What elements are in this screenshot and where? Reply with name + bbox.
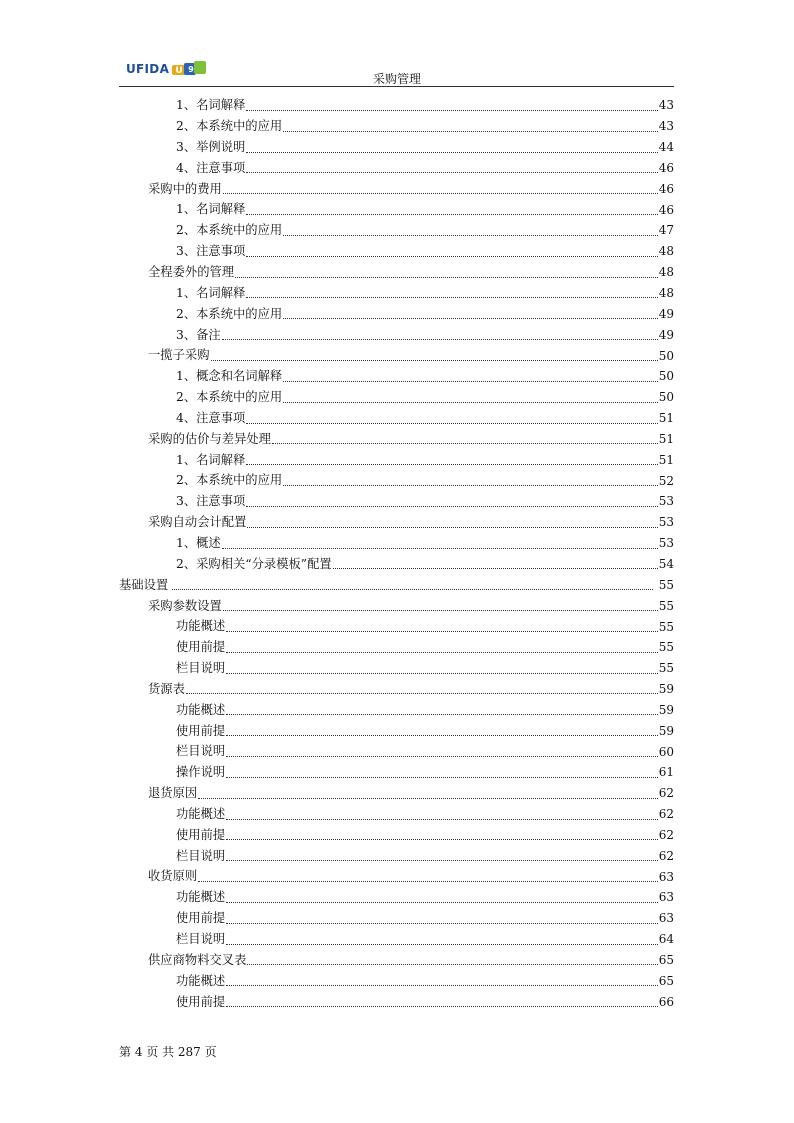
toc-entry-title: 栏目说明 bbox=[176, 848, 226, 863]
toc-page-number: 62 bbox=[658, 807, 674, 822]
toc-entry-title: 4、注意事项 bbox=[176, 410, 246, 425]
toc-page-number: 55 bbox=[658, 640, 674, 655]
document-header-title: 采购管理 bbox=[372, 72, 421, 86]
toc-subsection-entry[interactable] bbox=[119, 116, 674, 137]
toc-subsection-entry[interactable] bbox=[119, 637, 674, 658]
toc-entry-title: 采购参数设置 bbox=[148, 598, 222, 613]
toc-dot-leader bbox=[222, 339, 658, 340]
toc-section-entry[interactable] bbox=[119, 178, 674, 199]
toc-entry-title: 一揽子采购 bbox=[148, 348, 210, 363]
toc-dot-leader bbox=[246, 110, 657, 111]
toc-page-number: 49 bbox=[658, 306, 674, 321]
toc-subsection-entry[interactable] bbox=[119, 908, 674, 929]
toc-entry-title: 功能概述 bbox=[176, 806, 226, 821]
toc-entry-title: 使用前提 bbox=[176, 827, 226, 842]
toc-page-number: 43 bbox=[658, 119, 674, 134]
toc-dot-leader bbox=[222, 548, 658, 549]
toc-page-number: 59 bbox=[658, 723, 674, 738]
toc-subsection-entry[interactable] bbox=[119, 762, 674, 783]
toc-section-entry[interactable] bbox=[119, 262, 674, 283]
toc-page-number: 53 bbox=[658, 536, 674, 551]
toc-subsection-entry[interactable] bbox=[119, 616, 674, 637]
toc-subsection-entry[interactable] bbox=[119, 699, 674, 720]
toc-dot-leader bbox=[226, 819, 658, 820]
toc-dot-leader bbox=[211, 360, 658, 361]
toc-subsection-entry[interactable] bbox=[119, 658, 674, 679]
toc-entry-title: 退货原因 bbox=[148, 786, 198, 801]
toc-entry-title: 功能概述 bbox=[176, 619, 226, 634]
toc-entry-title: 3、举例说明 bbox=[176, 139, 246, 154]
toc-section-entry[interactable] bbox=[119, 345, 674, 366]
toc-page-number: 55 bbox=[658, 598, 674, 613]
toc-dot-leader bbox=[283, 381, 658, 382]
toc-entry-title: 操作说明 bbox=[176, 765, 226, 780]
toc-section-entry[interactable] bbox=[119, 512, 674, 533]
toc-dot-leader bbox=[246, 423, 657, 424]
toc-subsection-entry[interactable] bbox=[119, 408, 674, 429]
toc-page-number: 60 bbox=[658, 744, 674, 759]
toc-dot-leader bbox=[226, 756, 658, 757]
toc-page-number: 51 bbox=[658, 431, 674, 446]
toc-dot-leader bbox=[226, 985, 658, 986]
toc-dot-leader bbox=[246, 464, 657, 465]
toc-subsection-entry[interactable] bbox=[119, 991, 674, 1012]
toc-dot-leader bbox=[283, 235, 658, 236]
toc-page-number: 44 bbox=[658, 140, 674, 155]
toc-subsection-entry[interactable] bbox=[119, 241, 674, 262]
toc-subsection-entry[interactable] bbox=[119, 741, 674, 762]
toc-subsection-entry[interactable] bbox=[119, 804, 674, 825]
toc-entry-title: 2、本系统中的应用 bbox=[176, 473, 283, 488]
toc-dot-leader bbox=[246, 506, 657, 507]
toc-entry-title: 功能概述 bbox=[176, 973, 226, 988]
table-of-contents bbox=[119, 95, 674, 1012]
toc-subsection-entry[interactable] bbox=[119, 470, 674, 491]
toc-entry-title: 4、注意事项 bbox=[176, 160, 246, 175]
toc-dot-leader bbox=[226, 902, 658, 903]
toc-entry-title: 采购中的费用 bbox=[148, 181, 222, 196]
toc-dot-leader bbox=[246, 152, 657, 153]
toc-subsection-entry[interactable] bbox=[119, 449, 674, 470]
toc-dot-leader bbox=[246, 297, 657, 298]
toc-entry-title: 基础设置 bbox=[119, 577, 169, 592]
toc-subsection-entry[interactable] bbox=[119, 303, 674, 324]
toc-page-number: 52 bbox=[658, 473, 674, 488]
toc-dot-leader bbox=[223, 610, 658, 611]
toc-entry-title: 3、注意事项 bbox=[176, 494, 246, 509]
toc-page-number: 49 bbox=[658, 327, 674, 342]
toc-dot-leader bbox=[226, 944, 658, 945]
toc-dot-leader bbox=[235, 277, 658, 278]
toc-dot-leader bbox=[283, 318, 658, 319]
toc-dot-leader bbox=[226, 839, 658, 840]
toc-subsection-entry[interactable] bbox=[119, 158, 674, 179]
toc-entry-title: 1、概念和名词解释 bbox=[176, 369, 283, 384]
toc-entry-title: 全程委外的管理 bbox=[148, 265, 235, 280]
page-footer: 第 4 页 共 287 页 bbox=[119, 1045, 217, 1059]
toc-subsection-entry[interactable] bbox=[119, 970, 674, 991]
toc-entry-title: 使用前提 bbox=[176, 911, 226, 926]
toc-section-entry[interactable] bbox=[119, 783, 674, 804]
toc-page-number: 63 bbox=[658, 890, 674, 905]
toc-entry-title: 1、概述 bbox=[176, 535, 221, 550]
toc-page-number: 55 bbox=[658, 619, 674, 634]
toc-subsection-entry[interactable] bbox=[119, 220, 674, 241]
toc-dot-leader bbox=[247, 527, 657, 528]
toc-page-number: 63 bbox=[658, 869, 674, 884]
toc-page-number: 55 bbox=[658, 661, 674, 676]
toc-dot-leader bbox=[226, 652, 658, 653]
toc-dot-leader bbox=[198, 881, 658, 882]
toc-entry-title: 栏目说明 bbox=[176, 744, 226, 759]
toc-subsection-entry[interactable] bbox=[119, 324, 674, 345]
toc-dot-leader bbox=[172, 589, 653, 590]
toc-page-number: 53 bbox=[658, 494, 674, 509]
toc-page-number: 62 bbox=[658, 848, 674, 863]
toc-subsection-entry[interactable] bbox=[119, 366, 674, 387]
toc-section-entry[interactable] bbox=[119, 595, 674, 616]
toc-subsection-entry[interactable] bbox=[119, 137, 674, 158]
toc-dot-leader bbox=[226, 860, 658, 861]
toc-entry-title: 1、名词解释 bbox=[176, 452, 246, 467]
toc-entry-title: 收货原则 bbox=[148, 869, 198, 884]
toc-page-number: 62 bbox=[658, 786, 674, 801]
toc-page-number: 61 bbox=[658, 765, 674, 780]
toc-entry-title: 2、本系统中的应用 bbox=[176, 390, 283, 405]
toc-page-number: 46 bbox=[658, 181, 674, 196]
toc-entry-title: 2、本系统中的应用 bbox=[176, 306, 283, 321]
toc-page-number: 62 bbox=[658, 827, 674, 842]
toc-dot-leader bbox=[226, 735, 658, 736]
toc-chapter-entry[interactable] bbox=[119, 574, 674, 595]
toc-dot-leader bbox=[272, 443, 658, 444]
toc-subsection-entry[interactable] bbox=[119, 283, 674, 304]
toc-entry-title: 3、注意事项 bbox=[176, 244, 246, 259]
svg-text:U: U bbox=[175, 66, 183, 76]
toc-section-entry[interactable] bbox=[119, 679, 674, 700]
toc-subsection-entry[interactable] bbox=[119, 929, 674, 950]
toc-dot-leader bbox=[226, 1006, 658, 1007]
toc-entry-title: 采购的估价与差异处理 bbox=[148, 431, 271, 446]
toc-section-entry[interactable] bbox=[119, 429, 674, 450]
toc-page-number: 46 bbox=[658, 202, 674, 217]
toc-page-number: 59 bbox=[658, 702, 674, 717]
toc-page-number: 47 bbox=[658, 223, 674, 238]
toc-page-number: 50 bbox=[658, 390, 674, 405]
toc-dot-leader bbox=[226, 673, 658, 674]
toc-entry-title: 功能概述 bbox=[176, 702, 226, 717]
toc-dot-leader bbox=[186, 693, 658, 694]
toc-entry-title: 货源表 bbox=[148, 681, 185, 696]
toc-entry-title: 3、备注 bbox=[176, 327, 221, 342]
toc-entry-title: 功能概述 bbox=[176, 890, 226, 905]
toc-page-number: 51 bbox=[658, 452, 674, 467]
logo-text: UFIDA bbox=[126, 62, 170, 76]
toc-page-number: 65 bbox=[658, 973, 674, 988]
toc-subsection-entry[interactable] bbox=[119, 95, 674, 116]
toc-page-number: 48 bbox=[658, 286, 674, 301]
toc-dot-leader bbox=[246, 172, 657, 173]
toc-page-number: 50 bbox=[658, 369, 674, 384]
toc-page-number: 48 bbox=[658, 244, 674, 259]
toc-page-number: 43 bbox=[658, 98, 674, 113]
toc-entry-title: 使用前提 bbox=[176, 640, 226, 655]
toc-subsection-entry[interactable] bbox=[119, 533, 674, 554]
toc-page-number: 65 bbox=[658, 953, 674, 968]
toc-subsection-entry[interactable] bbox=[119, 845, 674, 866]
toc-section-entry[interactable] bbox=[119, 950, 674, 971]
toc-entry-title: 供应商物料交叉表 bbox=[148, 952, 247, 967]
toc-entry-title: 采购自动会计配置 bbox=[148, 515, 247, 530]
toc-section-entry[interactable] bbox=[119, 866, 674, 887]
toc-entry-title: 1、名词解释 bbox=[176, 202, 246, 217]
toc-page-number: 50 bbox=[658, 348, 674, 363]
toc-entry-title: 栏目说明 bbox=[176, 932, 226, 947]
toc-subsection-entry[interactable] bbox=[119, 554, 674, 575]
toc-dot-leader bbox=[246, 256, 657, 257]
header-divider bbox=[119, 86, 674, 87]
toc-page-number: 53 bbox=[658, 515, 674, 530]
toc-page-number: 55 bbox=[658, 577, 674, 592]
toc-dot-leader bbox=[198, 798, 658, 799]
toc-entry-title: 2、采购相关“分录模板”配置 bbox=[176, 556, 332, 571]
toc-dot-leader bbox=[333, 568, 658, 569]
toc-dot-leader bbox=[283, 131, 658, 132]
toc-subsection-entry[interactable] bbox=[119, 199, 674, 220]
toc-entry-title: 1、名词解释 bbox=[176, 285, 246, 300]
toc-page-number: 51 bbox=[658, 411, 674, 426]
toc-page-number: 59 bbox=[658, 682, 674, 697]
toc-dot-leader bbox=[226, 923, 658, 924]
svg-text:9: 9 bbox=[188, 65, 194, 74]
toc-subsection-entry[interactable] bbox=[119, 387, 674, 408]
toc-dot-leader bbox=[246, 214, 657, 215]
toc-page-number: 48 bbox=[658, 265, 674, 280]
toc-subsection-entry[interactable] bbox=[119, 720, 674, 741]
toc-entry-title: 使用前提 bbox=[176, 723, 226, 738]
toc-dot-leader bbox=[283, 402, 658, 403]
toc-dot-leader bbox=[226, 714, 658, 715]
toc-page-number: 66 bbox=[658, 994, 674, 1009]
toc-entry-title: 2、本系统中的应用 bbox=[176, 119, 283, 134]
toc-entry-title: 使用前提 bbox=[176, 994, 226, 1009]
toc-page-number: 64 bbox=[658, 932, 674, 947]
toc-page-number: 46 bbox=[658, 160, 674, 175]
toc-entry-title: 2、本系统中的应用 bbox=[176, 223, 283, 238]
toc-dot-leader bbox=[226, 777, 658, 778]
toc-entry-title: 栏目说明 bbox=[176, 661, 226, 676]
toc-subsection-entry[interactable] bbox=[119, 825, 674, 846]
toc-dot-leader bbox=[283, 485, 658, 486]
toc-page-number: 54 bbox=[658, 556, 674, 571]
toc-dot-leader bbox=[226, 631, 658, 632]
toc-subsection-entry[interactable] bbox=[119, 887, 674, 908]
toc-subsection-entry[interactable] bbox=[119, 491, 674, 512]
toc-dot-leader bbox=[247, 964, 657, 965]
toc-page-number: 63 bbox=[658, 911, 674, 926]
toc-entry-title: 1、名词解释 bbox=[176, 98, 246, 113]
toc-dot-leader bbox=[223, 193, 658, 194]
